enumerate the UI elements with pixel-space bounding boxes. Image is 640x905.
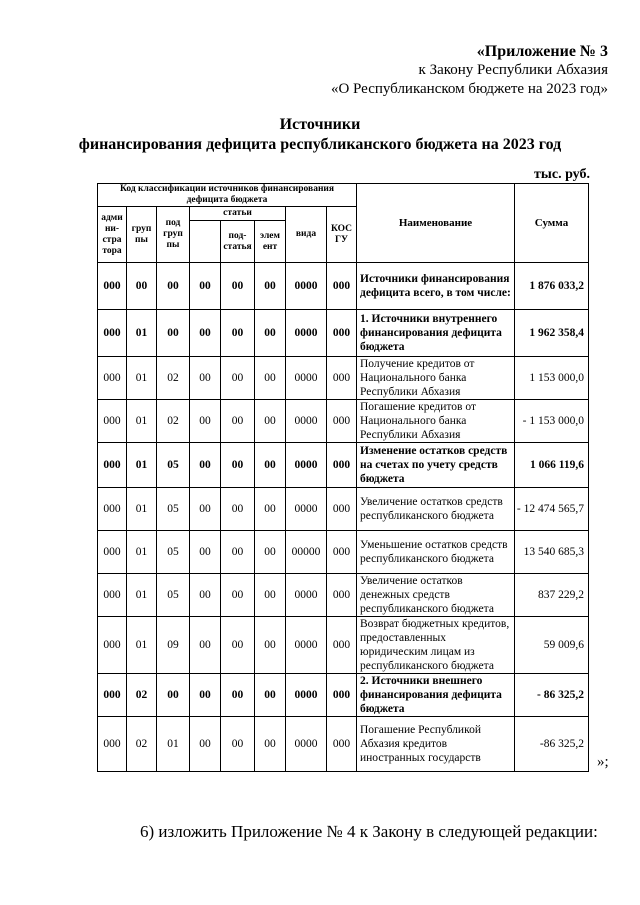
- code-cell: 00: [190, 488, 221, 531]
- code-cell: 01: [157, 717, 190, 772]
- header-admin: адми ни- стра тора: [98, 207, 127, 263]
- sum-cell: 13 540 685,3: [515, 531, 589, 574]
- name-cell: Погашение кредитов от Национального банка Республики Абхазия: [357, 400, 515, 443]
- code-cell: 000: [327, 674, 357, 717]
- code-cell: 000: [327, 443, 357, 488]
- code-cell: 00: [255, 574, 286, 617]
- closing-quote: »;: [597, 754, 609, 770]
- name-cell: Возврат бюджетных кредитов, предоставленных юридическим лицам из республиканского бюджета: [357, 617, 515, 674]
- code-cell: 00: [221, 674, 255, 717]
- code-cell: 000: [98, 310, 127, 357]
- header-subarticle: под- статья: [221, 221, 255, 263]
- code-cell: 00: [221, 574, 255, 617]
- name-cell: 2. Источники внешнего финансирования дефицита бюджета: [357, 674, 515, 717]
- appendix-number: «Приложение № 3: [476, 43, 608, 60]
- code-cell: 000: [98, 574, 127, 617]
- sum-cell: -86 325,2: [515, 717, 589, 772]
- code-cell: 01: [127, 574, 157, 617]
- code-cell: 000: [327, 357, 357, 400]
- code-cell: 00: [190, 717, 221, 772]
- code-cell: 00: [190, 674, 221, 717]
- code-cell: 0000: [286, 617, 327, 674]
- sum-cell: - 86 325,2: [515, 674, 589, 717]
- code-cell: 00: [255, 531, 286, 574]
- code-cell: 02: [127, 674, 157, 717]
- code-cell: 000: [327, 574, 357, 617]
- name-cell: Источники финансирования дефицита всего, в том числе:: [357, 263, 515, 310]
- header-code-group: Код классификации источников финансирования дефицита бюджета: [98, 184, 357, 207]
- code-cell: 00: [221, 488, 255, 531]
- code-cell: 05: [157, 531, 190, 574]
- code-cell: 00: [255, 674, 286, 717]
- code-cell: 00: [221, 617, 255, 674]
- table-row: [98, 400, 589, 443]
- code-cell: 000: [98, 400, 127, 443]
- code-cell: 0000: [286, 488, 327, 531]
- sum-cell: - 12 474 565,7: [515, 488, 589, 531]
- sum-cell: 837 229,2: [515, 574, 589, 617]
- code-cell: 00: [190, 263, 221, 310]
- header-kosgu: КОС ГУ: [327, 207, 357, 263]
- header-groups: груп пы: [127, 207, 157, 263]
- sum-cell: - 1 153 000,0: [515, 400, 589, 443]
- code-cell: 00: [190, 310, 221, 357]
- code-cell: 000: [327, 488, 357, 531]
- code-cell: 0000: [286, 263, 327, 310]
- sum-cell: 1 066 119,6: [515, 443, 589, 488]
- code-cell: 01: [127, 310, 157, 357]
- table-row: [98, 357, 589, 400]
- sum-cell: 1 962 358,4: [515, 310, 589, 357]
- code-cell: 00: [221, 443, 255, 488]
- code-cell: 00: [221, 263, 255, 310]
- code-cell: 0000: [286, 443, 327, 488]
- code-cell: 0000: [286, 574, 327, 617]
- code-cell: 000: [98, 263, 127, 310]
- code-cell: 000: [98, 717, 127, 772]
- amendment-text: 6) изложить Приложение № 4 к Закону в следующей редакции:: [140, 822, 598, 841]
- appendix-reference: [331, 42, 608, 99]
- code-cell: 00: [190, 443, 221, 488]
- code-cell: 0000: [286, 674, 327, 717]
- code-cell: 00: [190, 531, 221, 574]
- code-cell: 01: [127, 443, 157, 488]
- code-cell: 00: [221, 717, 255, 772]
- code-cell: 00: [190, 574, 221, 617]
- code-cell: 00: [255, 357, 286, 400]
- code-cell: 00: [221, 310, 255, 357]
- code-cell: 00: [157, 674, 190, 717]
- code-cell: 05: [157, 443, 190, 488]
- code-cell: 05: [157, 574, 190, 617]
- code-cell: 09: [157, 617, 190, 674]
- sum-cell: 59 009,6: [515, 617, 589, 674]
- code-cell: 00: [255, 263, 286, 310]
- table-row: [98, 531, 589, 574]
- code-cell: 000: [327, 400, 357, 443]
- code-cell: 00: [255, 617, 286, 674]
- name-cell: Уменьшение остатков средств республиканского бюджета: [357, 531, 515, 574]
- code-cell: 000: [98, 531, 127, 574]
- code-cell: 02: [157, 357, 190, 400]
- code-cell: 00: [157, 310, 190, 357]
- code-cell: 0000: [286, 357, 327, 400]
- code-cell: 000: [98, 443, 127, 488]
- code-cell: 02: [127, 717, 157, 772]
- table-row: [98, 488, 589, 531]
- code-cell: 01: [127, 531, 157, 574]
- code-cell: 000: [98, 357, 127, 400]
- name-cell: Увеличение остатков средств республиканского бюджета: [357, 488, 515, 531]
- code-cell: 000: [98, 674, 127, 717]
- code-cell: 000: [327, 617, 357, 674]
- header-subgroups: под груп пы: [157, 207, 190, 263]
- name-cell: Изменение остатков средств на счетах по учету средств бюджета: [357, 443, 515, 488]
- code-cell: 000: [327, 717, 357, 772]
- header-element: элем ент: [255, 221, 286, 263]
- code-cell: 00: [190, 357, 221, 400]
- header-kind: вида: [286, 207, 327, 263]
- code-cell: 01: [127, 488, 157, 531]
- code-cell: 000: [327, 310, 357, 357]
- header-article-blank: [190, 221, 221, 263]
- code-cell: 0000: [286, 717, 327, 772]
- document-title: Источники: [279, 116, 361, 133]
- table-row: [98, 617, 589, 674]
- code-cell: 01: [127, 617, 157, 674]
- code-cell: 00: [255, 310, 286, 357]
- sum-cell: 1 153 000,0: [515, 357, 589, 400]
- code-cell: 05: [157, 488, 190, 531]
- sum-cell: 1 876 033,2: [515, 263, 589, 310]
- table-row: [98, 263, 589, 310]
- table-row: [98, 310, 589, 357]
- code-cell: 000: [98, 617, 127, 674]
- code-cell: 00000: [286, 531, 327, 574]
- code-cell: 00: [255, 717, 286, 772]
- header-sum: Сумма: [515, 184, 589, 263]
- code-cell: 02: [157, 400, 190, 443]
- code-cell: 00: [190, 617, 221, 674]
- document-subtitle: финансирования дефицита республиканского бюджета на 2023 год: [78, 136, 562, 153]
- table-row: [98, 443, 589, 488]
- code-cell: 00: [157, 263, 190, 310]
- appendix-law: к Закону Республики Абхазия: [418, 62, 608, 78]
- appendix-law-title: «О Республиканском бюджете на 2023 год»: [330, 81, 608, 97]
- code-cell: 00: [255, 488, 286, 531]
- code-cell: 0000: [286, 400, 327, 443]
- code-cell: 01: [127, 357, 157, 400]
- code-cell: 000: [327, 531, 357, 574]
- code-cell: 00: [221, 357, 255, 400]
- name-cell: Получение кредитов от Национального банка Республики Абхазия: [357, 357, 515, 400]
- name-cell: 1. Источники внутреннего финансирования дефицита бюджета: [357, 310, 515, 357]
- code-cell: 000: [327, 263, 357, 310]
- financing-sources-table: [97, 183, 589, 772]
- code-cell: 00: [221, 531, 255, 574]
- table-body: [98, 263, 589, 772]
- name-cell: Увеличение остатков денежных средств республиканского бюджета: [357, 574, 515, 617]
- header-articles: статьи: [190, 207, 286, 221]
- code-cell: 00: [127, 263, 157, 310]
- code-cell: 00: [221, 400, 255, 443]
- table-row: [98, 574, 589, 617]
- code-cell: 00: [190, 400, 221, 443]
- code-cell: 000: [98, 488, 127, 531]
- code-cell: 0000: [286, 310, 327, 357]
- code-cell: 01: [127, 400, 157, 443]
- code-cell: 00: [255, 443, 286, 488]
- table-row: [98, 674, 589, 717]
- table-row: [98, 717, 589, 772]
- name-cell: Погашение Республикой Абхазия кредитов иностранных государств: [357, 717, 515, 772]
- header-name: Наименование: [357, 184, 515, 263]
- code-cell: 00: [255, 400, 286, 443]
- units-label: тыс. руб.: [534, 167, 590, 182]
